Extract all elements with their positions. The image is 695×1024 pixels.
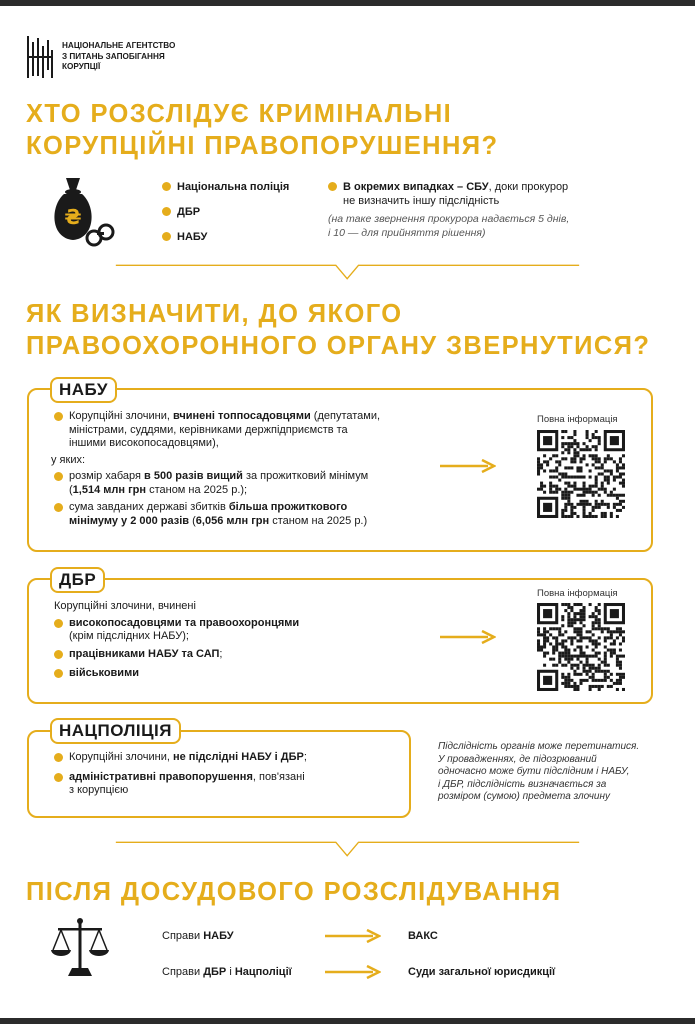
after-row-nabu: Справи НАБУ xyxy=(162,930,234,942)
list-item: Національна поліція xyxy=(162,180,289,194)
section3-title: ПІСЛЯ ДОСУДОВОГО РОЗСЛІДУВАННЯ xyxy=(26,878,562,906)
money-bag-handcuffs-icon xyxy=(48,176,118,250)
nazk-logo xyxy=(26,36,175,78)
nabu-tag: НАБУ xyxy=(50,377,117,403)
section-divider xyxy=(0,839,695,859)
qr-label: Повна інформація xyxy=(537,588,618,599)
after-row-dbr-police: Справи ДБР і Нацполіції xyxy=(162,966,292,978)
list-item: розмір хабаря в 500 разів вищий за прожитковий мінімум (1,514 млн грн станом на 2025 р.); xyxy=(54,470,434,497)
scales-of-justice-icon xyxy=(48,916,112,980)
list-item: працівниками НАБУ та САП; xyxy=(54,648,434,662)
nabu-qr-code[interactable] xyxy=(537,430,625,518)
overlap-note: Підслідність органів може перетинатися. У провадженнях, де підозрюваний одночасно може бути підслідним і НАБУ, і ДБР, підслідність визначається за розміром (сумою) предмета злочину xyxy=(438,741,640,803)
org-name: НАЦІОНАЛЬНЕ АГЕНТСТВО З ПИТАНЬ ЗАПОБІГАННЯ КОРУПЦІЇ xyxy=(62,41,176,72)
section-divider xyxy=(0,262,695,282)
qr-label: Повна інформація xyxy=(537,414,618,425)
list-item: ДБР xyxy=(162,205,289,219)
section1-title: ХТО РОЗСЛІДУЄ КРИМІНАЛЬНІ КОРУПЦІЙНІ ПРАВОПОРУШЕННЯ? xyxy=(26,100,499,160)
dbr-tag: ДБР xyxy=(50,567,105,593)
nabu-card: Корупційні злочини, вчинені топпосадовцями (депутатами, міністрами, суддями, керівниками держпідприємств та іншими високопосадовцями), у яких: розмір хабаря в 500 разів вищий за прожитковий мінімум (1,514 млн грн станом на 2025 р.); сума завданих державі збитків більша прожиткового мінімуму у 2 000 разів (6,056 млн грн станом на 2025 р.) xyxy=(27,388,653,552)
investigators-list xyxy=(162,180,289,244)
dbr-qr-code[interactable] xyxy=(537,603,625,691)
arrow-right-icon xyxy=(440,630,496,644)
list-item: Корупційні злочини, вчинені топпосадовцями (депутатами, міністрами, суддями, керівниками держпідприємств та іншими високопосадовцями), xyxy=(54,410,434,451)
list-item: адміністративні правопорушення, пов'язані з корупцією xyxy=(54,771,394,798)
section2-title: ЯК ВИЗНАЧИТИ, ДО ЯКОГО ПРАВООХОРОННОГО ОРГАНУ ЗВЕРНУТИСЯ? xyxy=(26,300,651,360)
nazk-emblem-icon xyxy=(26,36,54,78)
list-item: військовими xyxy=(54,667,434,681)
svg-text:₴: ₴ xyxy=(64,205,82,229)
list-item: сума завданих державі збитків більша прожиткового мінімуму у 2 000 разів (6,056 млн грн станом на 2025 р.) xyxy=(54,501,434,528)
sbu-item: В окремих випадках – СБУ, доки прокурор не визначить іншу підслідність (на таке звернення прокурора надається 5 днів, і 10 — для прийняття рішення) xyxy=(328,181,570,239)
arrow-right-icon xyxy=(325,929,381,943)
arrow-right-icon xyxy=(440,459,496,473)
top-bar xyxy=(0,0,695,6)
arrow-right-icon xyxy=(325,965,381,979)
court-general: Суди загальної юрисдикції xyxy=(408,966,556,978)
dbr-card: Корупційні злочини, вчинені високопосадовцями та правоохоронцями (крім підслідних НАБУ); працівниками НАБУ та САП; військовими xyxy=(27,578,653,704)
court-vaks: ВАКС xyxy=(408,930,438,942)
bottom-bar xyxy=(0,1018,695,1024)
list-item: НАБУ xyxy=(162,230,289,244)
police-tag: НАЦПОЛІЦІЯ xyxy=(50,718,181,744)
list-item: Корупційні злочини, не підслідні НАБУ і ДБР; xyxy=(54,751,394,765)
list-item: високопосадовцями та правоохоронцями (крім підслідних НАБУ); xyxy=(54,617,434,644)
